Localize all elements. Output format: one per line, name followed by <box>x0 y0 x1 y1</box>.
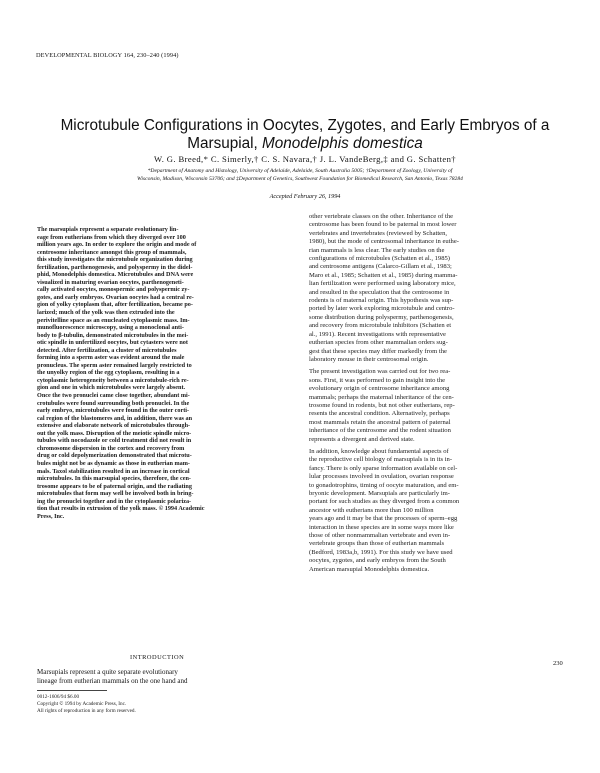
abstract-line: gotes, and early embryos. Ovarian oocytes had a central re- <box>37 293 194 301</box>
abstract-line: drug or cold depolymerization demonstrated that microtu- <box>37 452 192 460</box>
body-line: 1980), but the mode of centrosomal inheritance in euthe- <box>309 238 459 246</box>
abstract-line: chromosome dispersion in the cortex and recovery from <box>37 444 185 452</box>
body-line: (Bedford, 1983a,b, 1991). For this study we have used <box>309 548 453 556</box>
abstract-line: cally activated oocytes, monospermic and polyspermic zy- <box>37 286 190 294</box>
introduction-text <box>37 668 299 686</box>
body-line: In addition, knowledge about fundamental aspects of <box>309 447 449 455</box>
intro-line: Marsupials represent a quite separate evolutionary <box>37 668 178 676</box>
body-line: the reproductive cell biology of marsupials is in its in- <box>309 456 453 464</box>
abstract <box>37 226 299 520</box>
abstract-line: The marsupials represent a separate evolutionary lin- <box>37 226 179 233</box>
abstract-line: phid, Monodelphis domestica. Microtubules and DNA were <box>37 271 194 279</box>
abstract-line: bules might not be as dynamic as those in eutherian mam- <box>37 459 190 467</box>
body-line: other vertebrate classes on the other. Inheritance of the <box>309 213 454 220</box>
abstract-line: cal region of the blastomeres and, in addition, there was an <box>37 414 193 422</box>
body-line: and centrosome antigens (Calarco-Gillam et al., 1983; <box>309 263 452 271</box>
abstract-line: pronucleus. The sperm aster remained largely restricted to <box>37 361 192 369</box>
abstract-line: otic spindle in unfertilized oocytes, but cytasters were not <box>37 339 188 347</box>
body-line: oocytes, zygotes, and early embryos from the South <box>309 557 446 565</box>
body-line: mammals; perhaps the maternal inheritance of the cen- <box>309 393 454 401</box>
abstract-line: cytoplasmic heterogeneity between a microtubule-rich re- <box>37 376 189 384</box>
abstract-line: microtubules. In this marsupial species, therefore, the cen- <box>37 475 191 483</box>
body-line: some distribution during polyspermy, parthenogenesis, <box>309 313 454 321</box>
body-line: fancy. There is only sparse information available on cel- <box>309 464 458 472</box>
abstract-line: centrosome inheritance amongst this group of mammals, <box>37 248 187 256</box>
abstract-line: fertilization, parthenogenesis, and polyspermy in the didel- <box>37 263 193 271</box>
journal-header: DEVELOPMENTAL BIOLOGY 164, 230–240 (1994) <box>36 52 179 59</box>
abstract-line: eage from eutherians from which they diverged over 100 <box>37 233 186 241</box>
title-line-2 <box>60 135 550 153</box>
abstract-line: ing the pronuclei together and in the cytoplasmic polariza- <box>37 497 192 505</box>
footer-line: 0012-1606/94 $6.00 <box>37 694 80 700</box>
body-line: Maro et al., 1985; Schatten et al., 1985) during mamma- <box>309 271 458 279</box>
accepted-date: Accepted February 26, 1994 <box>269 193 341 200</box>
body-line: vertebrate groups than those of eutherian mammals <box>309 540 445 548</box>
body-line: evolutionary origin of centrosome inheritance among <box>309 385 450 393</box>
body-line: rodents is of maternal origin. This hypothesis was sup- <box>309 297 454 305</box>
author-list: W. G. Breed,* C. Simerly,† C. S. Navara,† J. L. VandeBerg,‡ and G. Schatten† <box>153 154 456 164</box>
abstract-line: trosome appears to be of paternal origin, and the radiating <box>37 482 192 490</box>
body-line: years ago and it may be that the processes of sperm–egg <box>309 515 458 523</box>
abstract-line: tion that results in extrusion of the yolk mass. © 1994 Academic <box>37 505 205 513</box>
body-line: ported by later work exploring microtubule and centro- <box>309 305 455 313</box>
body-line: interaction in these species are in some ways more like <box>309 523 454 531</box>
body-line: ancestor with eutherians more than 100 million <box>309 506 434 514</box>
abstract-line: extensive and elaborate network of microtubules through- <box>37 422 191 430</box>
intro-line: lineage from eutherian mammals on the one hand and <box>37 677 188 685</box>
abstract-line: crotubules were found surrounding both pronuclei. In the <box>37 399 190 407</box>
footer-line: All rights of reproduction in any form reserved. <box>37 707 136 714</box>
affiliations <box>30 167 570 183</box>
abstract-line: detected. After fertilization, a cluster of microtubules <box>37 346 177 354</box>
body-line: inheritance of the centrosome and the rodent situation <box>309 427 451 435</box>
abstract-line: this study investigates the microtubule organization during <box>37 256 193 264</box>
section-heading-introduction: INTRODUCTION <box>130 654 185 661</box>
body-line: rian mammals is less clear. The early studies on the <box>309 246 445 254</box>
body-line: centrosome has been found to be paternal in most lower <box>309 221 457 229</box>
body-line: The present investigation was carried out for two rea- <box>309 368 451 376</box>
body-line: vertebrates and invertebrates (reviewed by Schatten, <box>309 229 448 237</box>
body-line: gest that these species may differ markedly from the <box>309 347 447 355</box>
body-line: and resulted in the speculation that the centrosome in <box>309 288 450 296</box>
abstract-line: the unyolky region of the egg cytoplasm, resulting in a <box>37 369 180 377</box>
title-line-2-species: Monodelphis domestica <box>262 135 423 152</box>
body-line: trosome found in rodents, but not other eutherians, rep- <box>309 401 455 409</box>
body-line: lular processes involved in ovulation, ovarian response <box>309 473 454 481</box>
abstract-line: forming into a sperm aster was evident around the male <box>37 354 185 362</box>
abstract-line: visualized in maturing ovarian oocytes, parthenogeneti- <box>37 278 184 286</box>
page-number: 230 <box>553 660 563 667</box>
footer-rule <box>37 690 107 691</box>
abstract-line: tubules with nocodazole or cold treatment did not result in <box>37 437 192 445</box>
copyright-footer <box>37 694 237 714</box>
abstract-line: Once the two pronuclei came close together, abundant mi- <box>37 392 190 400</box>
body-line: bryonic development. Marsupials are particularly im- <box>309 490 450 497</box>
affiliation-line: Wisconsin, Madison, Wisconsin 53706; and ‡Department of Genetics, Southwest Foundation for Biomedical Research, San Antonio, Texas 78284 <box>137 176 463 182</box>
body-line: to gonadotrophins, timing of oocyte maturation, and em- <box>309 481 459 489</box>
body-line: lian fertilization were performed using laboratory mice, <box>309 280 456 288</box>
body-line: portant for such studies as they diverged from a common <box>309 498 460 506</box>
body-line: laboratory mouse in their centrosomal origin. <box>309 355 429 363</box>
abstract-line: gion and one in which microtubules were largely absent. <box>37 384 186 392</box>
right-column-text <box>309 213 567 574</box>
footer-line: Copyright © 1994 by Academic Press, Inc. <box>37 700 127 707</box>
abstract-line: body to β-tubulin, demonstrated microtubules in the mei- <box>37 331 189 339</box>
body-line: resents the ancestral condition. Alternatively, perhaps <box>309 410 450 418</box>
affiliation-line: *Department of Anatomy and Histology, University of Adelaide, Adelaide, South Australia 5005; †Department of Zoology, University of <box>147 168 453 174</box>
body-line: and recovery from microtubule inhibitors (Schatten et <box>309 322 452 330</box>
body-line: al., 1991). Recent investigations with representative <box>309 330 446 338</box>
abstract-line: early embryo, microtubules were found in the outer corti- <box>37 407 190 415</box>
abstract-line: gion of yolky cytoplasm that, after fertilization, became po- <box>37 301 193 309</box>
body-line: eutherian species from other mammalian orders sug- <box>309 339 448 347</box>
body-line: most mammals retain the ancestral pattern of paternal <box>309 418 451 426</box>
title-line-2-plain: Marsupial, <box>187 135 263 152</box>
abstract-line: microtubules that form may well be involved both in bring- <box>37 490 194 498</box>
body-line: sons. First, it was performed to gain insight into the <box>309 376 446 384</box>
abstract-line: perivitelline space as an enucleated cytoplasmic mass. Im- <box>37 316 190 324</box>
body-line: those of other nonmammalian vertebrate and even in- <box>309 532 451 540</box>
body-line: configurations of microtubules (Schatten et al., 1985) <box>309 255 450 263</box>
abstract-line: million years ago. In order to explore the origin and mode of <box>37 241 197 249</box>
body-line: represents a divergent and derived state. <box>309 435 415 443</box>
abstract-line: out the yolk mass. Disruption of the meiotic spindle micro- <box>37 429 192 437</box>
body-line: American marsupial Monodelphis domestica. <box>309 565 430 573</box>
article-title <box>60 117 550 153</box>
abstract-line: munofluorescence microscopy, using a monoclonal anti- <box>37 324 184 332</box>
abstract-line: Press, Inc. <box>37 512 65 520</box>
title-line-1: Microtubule Configurations in Oocytes, Zygotes, and Early Embryos of a <box>60 117 550 134</box>
abstract-line: mals. Taxol stabilization resulted in an increase in cortical <box>37 467 190 475</box>
abstract-line: larized; much of the yolk was then extruded into the <box>37 309 175 317</box>
